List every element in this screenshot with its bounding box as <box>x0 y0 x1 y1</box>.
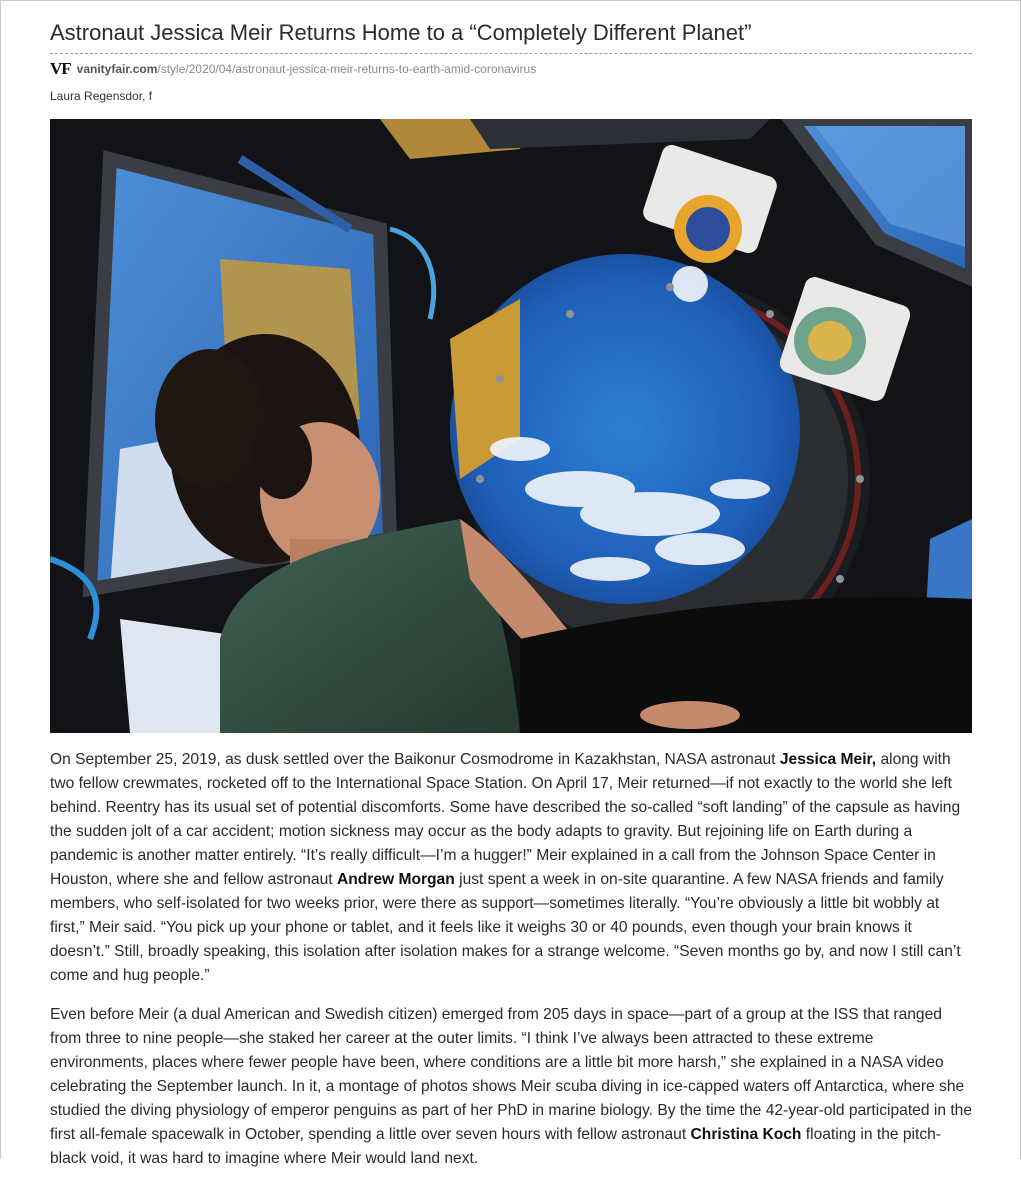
source-link[interactable] <box>77 62 537 76</box>
source-domain: vanityfair.com <box>76 62 158 76</box>
article <box>50 0 972 1167</box>
hero-image <box>50 119 972 733</box>
person-name: Jessica Meir, <box>779 751 877 768</box>
paragraph <box>50 1003 972 1171</box>
byline: Laura Regensdor, f <box>50 89 153 103</box>
article-title: Astronaut Jessica Meir Returns Home to a “Completely Different Planet” <box>50 0 972 54</box>
source-path: /style/2020/04/astronaut-jessica-meir-returns-to-earth-amid-coronavirus <box>157 62 537 76</box>
paragraph-text: just spent a week in on-site quarantine. A few NASA friends and family members, who self-isolated for two weeks prior, were there as support—sometimes literally. “You’re obviously a little bit wobbly at first,” Meir said. “You pick up your phone or tablet, and it feels like it weighs 30 or 40 pounds, even though your brain knows it doesn’t.” Still, broadly speaking, this isolation after isolation makes for a strange welcome. “Seven months go by, and now I still can’t come and hug people.” <box>50 871 961 984</box>
source-row <box>50 58 972 80</box>
paragraph-text: On September 25, 2019, as dusk settled over the Baikonur Cosmodrome in Kazakhstan, NASA astronaut <box>50 751 780 768</box>
vf-logo-icon: VF <box>50 59 71 78</box>
paragraph <box>50 748 972 988</box>
paragraph-text: floating in the pitch-black void, it was hard to imagine where Meir would land next. <box>50 1126 941 1167</box>
article-body <box>50 748 972 1186</box>
paragraph-text: Even before Meir (a dual American and Swedish citizen) emerged from 205 days in space—part of a group at the ISS that ranged from three to nine people—she staked her career at the outer limits. “I think I’ve always been attracted to these extreme environments, places where fewer people have been, where conditions are a little bit more harsh,” she explained in a NASA video celebrating the September launch. In it, a montage of photos shows Meir scuba diving in ice-capped waters off Antarctica, where she studied the diving physiology of emperor penguins as part of her PhD in marine biology. By the time the 42-year-old participated in the first all-female spacewalk in October, spending a little over seven hours with fellow astronaut <box>50 1006 972 1143</box>
person-name: Christina Koch <box>690 1126 802 1143</box>
paragraph-text: along with two fellow crewmates, rocketed off to the International Space Station. On April 17, Meir returned—if not exactly to the world she left behind. Reentry has its usual set of potential discomforts. Some have described the so-called “soft landing” of the capsule as having the sudden jolt of a car accident; motion sickness may occur as the body adapts to gravity. But rejoining life on Earth during a pandemic is another matter entirely. “It’s really difficult—I’m a hugger!” Meir explained in a call from the Johnson Space Center in Houston, where she and fellow astronaut <box>50 751 961 888</box>
person-name: Andrew Morgan <box>336 871 455 888</box>
astronaut-photo-image <box>50 119 972 733</box>
